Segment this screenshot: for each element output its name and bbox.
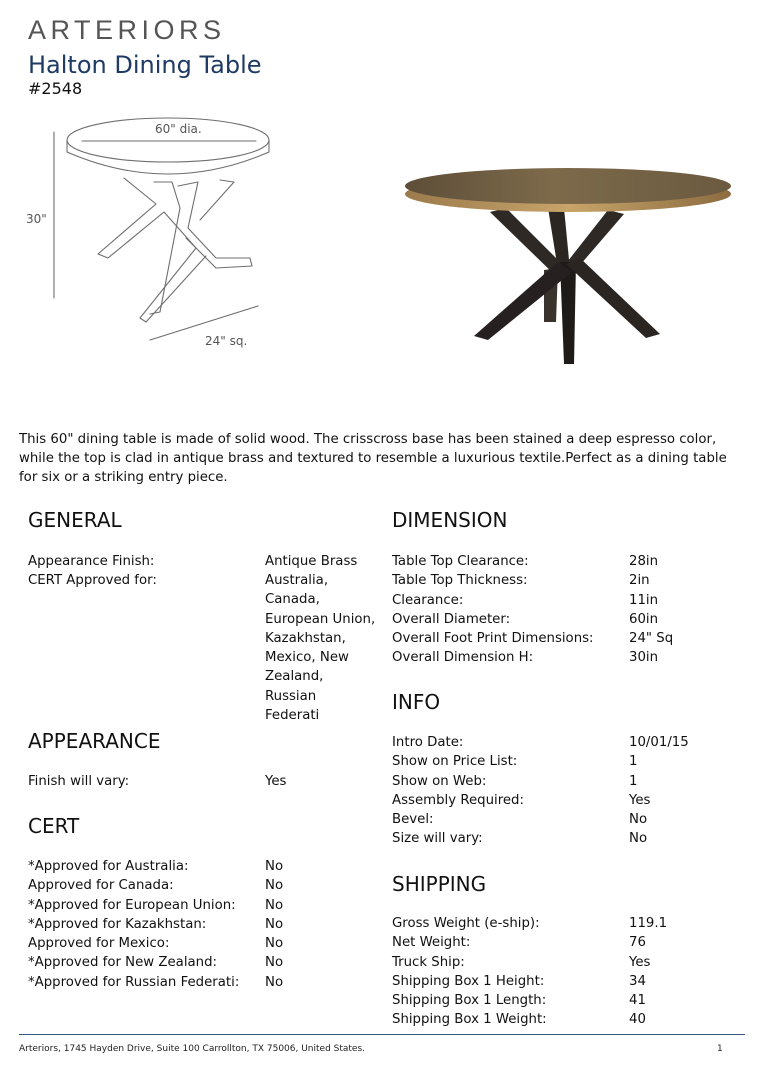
general-cert-line: Kazakhstan, bbox=[265, 630, 346, 646]
cert-value: No bbox=[265, 878, 284, 894]
shipping-row bbox=[392, 914, 732, 933]
general-cert-list bbox=[265, 571, 377, 725]
shipping-row bbox=[392, 933, 732, 952]
shipping-heading: SHIPPING bbox=[392, 872, 487, 896]
info-row bbox=[392, 810, 732, 829]
cert-label: Approved for Canada: bbox=[28, 878, 174, 894]
general-cert-line: Mexico, New bbox=[265, 650, 349, 666]
general-cert-line: Canada, bbox=[265, 592, 320, 608]
cert-value: No bbox=[265, 859, 284, 874]
appearance-row bbox=[28, 772, 378, 791]
appearance-value: Yes bbox=[265, 774, 287, 789]
dimension-label: Overall Diameter: bbox=[392, 611, 511, 627]
dimension-value: 24" Sq bbox=[629, 631, 674, 647]
product-photo bbox=[398, 150, 738, 370]
dimension-heading: DIMENSION bbox=[392, 508, 508, 532]
info-heading: INFO bbox=[392, 690, 441, 714]
info-value: 10/01/15 bbox=[629, 735, 689, 750]
cert-row bbox=[28, 857, 378, 876]
shipping-value: 76 bbox=[629, 935, 646, 951]
cert-label: *Approved for Australia: bbox=[28, 859, 189, 874]
dimension-row bbox=[392, 610, 732, 629]
general-row-finish bbox=[28, 552, 378, 571]
shipping-value: 40 bbox=[629, 1012, 646, 1028]
info-value: Yes bbox=[629, 792, 651, 808]
shipping-row bbox=[392, 953, 732, 972]
cert-value: No bbox=[265, 936, 284, 952]
page-number: 1 bbox=[717, 1044, 723, 1054]
dimension-row bbox=[392, 591, 732, 610]
leg-front-left bbox=[474, 262, 572, 340]
cert-section bbox=[28, 857, 378, 992]
info-label: Assembly Required: bbox=[392, 792, 524, 808]
appearance-heading: APPEARANCE bbox=[28, 729, 161, 753]
diameter-label: 60" dia. bbox=[155, 122, 202, 136]
cert-heading: CERT bbox=[28, 814, 80, 838]
general-cert-line: European Union, bbox=[265, 611, 376, 627]
dimension-value: 11in bbox=[629, 592, 659, 608]
cert-label: *Approved for European Union: bbox=[28, 897, 236, 913]
brand-logo: ARTERIORS bbox=[28, 15, 226, 45]
shipping-section bbox=[392, 914, 732, 1030]
info-label: Bevel: bbox=[392, 812, 434, 828]
shipping-row bbox=[392, 991, 732, 1010]
cert-value: No bbox=[265, 916, 284, 932]
table-top-surface bbox=[405, 168, 731, 204]
shipping-label: Truck Ship: bbox=[392, 954, 465, 970]
dimension-row bbox=[392, 629, 732, 648]
info-label: Show on Price List: bbox=[392, 754, 518, 770]
shipping-label: Gross Weight (e-ship): bbox=[392, 916, 540, 931]
general-cert-line: Australia, bbox=[265, 573, 329, 588]
product-title: Halton Dining Table bbox=[28, 51, 262, 79]
shipping-label: Shipping Box 1 Weight: bbox=[392, 1012, 547, 1028]
base-label: 24" sq. bbox=[205, 334, 248, 348]
dimension-label: Overall Dimension H: bbox=[392, 650, 534, 666]
cert-value: No bbox=[265, 974, 284, 990]
cert-row bbox=[28, 915, 378, 934]
cert-row bbox=[28, 876, 378, 895]
dimension-drawing bbox=[20, 108, 280, 358]
info-row bbox=[392, 772, 732, 791]
appearance-section bbox=[28, 772, 378, 791]
dimension-value: 28in bbox=[629, 554, 659, 569]
dimension-value: 60in bbox=[629, 611, 659, 627]
cert-row bbox=[28, 953, 378, 972]
dimension-label: Clearance: bbox=[392, 592, 464, 608]
info-value: 1 bbox=[629, 773, 638, 789]
cert-label: Approved for Mexico: bbox=[28, 936, 170, 952]
general-heading: GENERAL bbox=[28, 508, 122, 532]
footer-divider bbox=[19, 1034, 745, 1035]
dimension-row bbox=[392, 552, 732, 571]
cert-label: *Approved for Russian Federati: bbox=[28, 974, 240, 990]
info-value: No bbox=[629, 812, 648, 828]
dimension-value: 30in bbox=[629, 650, 659, 666]
dimension-label: Table Top Clearance: bbox=[392, 554, 529, 569]
dimension-row bbox=[392, 648, 732, 667]
cert-value: No bbox=[265, 897, 284, 913]
general-cert-label: CERT Approved for: bbox=[28, 573, 157, 589]
height-label: 30" bbox=[26, 212, 47, 226]
shipping-label: Shipping Box 1 Height: bbox=[392, 973, 545, 989]
cert-row bbox=[28, 934, 378, 953]
info-label: Intro Date: bbox=[392, 735, 464, 750]
dimension-section bbox=[392, 552, 732, 668]
shipping-value: Yes bbox=[629, 954, 651, 970]
footer-address: Arteriors, 1745 Hayden Drive, Suite 100 Carrollton, TX 75006, United States. bbox=[19, 1044, 366, 1054]
cert-label: *Approved for Kazakhstan: bbox=[28, 916, 207, 932]
info-label: Show on Web: bbox=[392, 773, 487, 789]
info-row bbox=[392, 791, 732, 810]
shipping-row bbox=[392, 972, 732, 991]
dimension-label: Overall Foot Print Dimensions: bbox=[392, 631, 594, 647]
info-section bbox=[392, 733, 732, 849]
cert-label: *Approved for New Zealand: bbox=[28, 955, 218, 971]
appearance-label: Finish will vary: bbox=[28, 774, 130, 789]
info-row bbox=[392, 733, 732, 752]
shipping-value: 41 bbox=[629, 993, 646, 1009]
shipping-value: 34 bbox=[629, 973, 646, 989]
shipping-value: 119.1 bbox=[629, 916, 668, 931]
dimension-label: Table Top Thickness: bbox=[392, 573, 528, 589]
shipping-label: Shipping Box 1 Length: bbox=[392, 993, 547, 1009]
shipping-row bbox=[392, 1010, 732, 1029]
info-value: No bbox=[629, 831, 648, 847]
general-cert-line: Zealand, Russian bbox=[265, 669, 324, 704]
dimension-row bbox=[392, 571, 732, 590]
info-row bbox=[392, 752, 732, 771]
cert-value: No bbox=[265, 955, 284, 971]
general-cert-line: Federati bbox=[265, 708, 320, 724]
leg-front-right bbox=[566, 258, 660, 338]
product-description: This 60" dining table is made of solid wood. The crisscross base has been stained a deep espresso color, while the top is clad in antique brass and textured to resemble a luxurious textile.Perfect as a dining table for six or a striking entry piece. bbox=[19, 432, 727, 485]
info-row bbox=[392, 829, 732, 848]
shipping-label: Net Weight: bbox=[392, 935, 471, 951]
info-value: 1 bbox=[629, 754, 638, 770]
cert-row bbox=[28, 896, 378, 915]
product-sku: #2548 bbox=[28, 79, 83, 98]
general-finish-value: Antique Brass bbox=[265, 554, 358, 569]
dimension-value: 2in bbox=[629, 573, 650, 589]
cert-row bbox=[28, 973, 378, 992]
info-label: Size will vary: bbox=[392, 831, 483, 847]
general-finish-label: Appearance Finish: bbox=[28, 554, 155, 569]
